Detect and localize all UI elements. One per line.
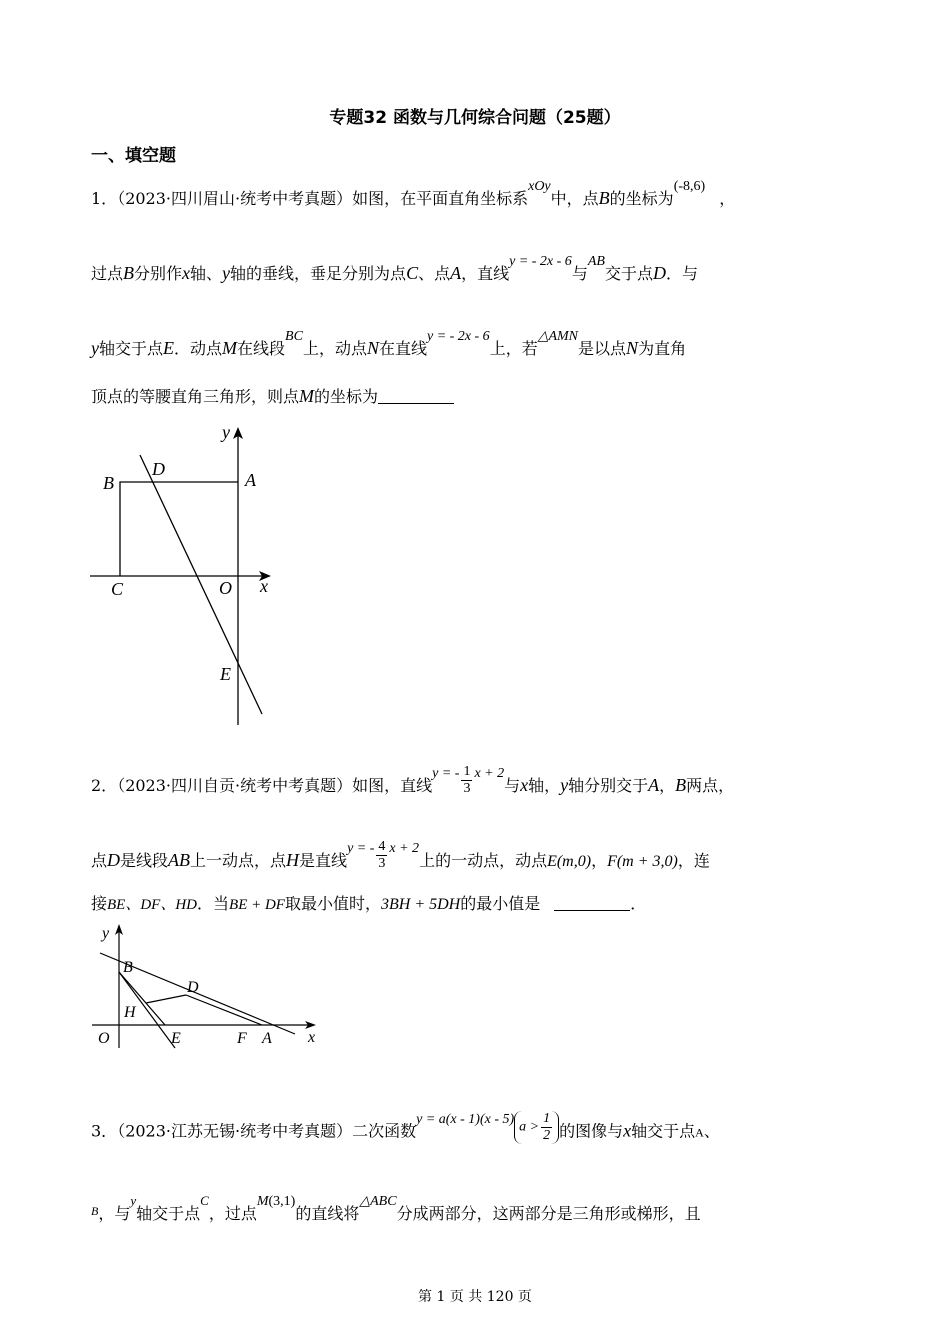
- fraction-four-thirds: [376, 839, 387, 872]
- label-h: H: [124, 1004, 136, 1021]
- text: 两点，: [686, 776, 735, 795]
- text: 是直线: [299, 851, 348, 870]
- var-ab: AB: [168, 850, 191, 870]
- text: 上一动点，点: [190, 851, 287, 870]
- math-triangle-abc: △ABC: [359, 1194, 397, 1209]
- math-f-point: F(m + 3,0): [607, 853, 678, 870]
- problem2-line1: [91, 764, 735, 803]
- label-d: D: [152, 459, 165, 479]
- var-y: y: [130, 1193, 137, 1208]
- text: 轴分别交于: [568, 776, 649, 795]
- text: 为直角: [638, 339, 687, 358]
- var-m: M: [222, 338, 238, 358]
- text: ，: [719, 189, 736, 208]
- page-footer: 第 1 页 共 120 页: [418, 1289, 532, 1305]
- text: 轴交于点: [136, 1204, 201, 1223]
- var-a: A: [695, 1125, 704, 1140]
- section-heading: 一、填空题: [91, 146, 176, 166]
- label-y: y: [102, 925, 110, 942]
- text: 上，若: [489, 339, 538, 358]
- problem1-number: 1．: [91, 189, 118, 208]
- text: 如图，直线: [352, 776, 433, 795]
- problem2-line3: [91, 894, 646, 915]
- var-d: D: [107, 850, 121, 870]
- fraction-one-half: [541, 1111, 552, 1144]
- math-coord: (-8,6): [673, 179, 706, 194]
- text: ，直线: [461, 264, 510, 283]
- label-x: x: [308, 1029, 316, 1046]
- rectangle-bcoa: [120, 482, 238, 576]
- text: 、: [703, 1121, 720, 1141]
- math-e-point: E(m,0): [547, 853, 592, 870]
- text: 点: [91, 851, 108, 870]
- text: ，连: [677, 851, 710, 870]
- math-xoy: xOy: [528, 179, 551, 194]
- text: 取最小值时，: [284, 894, 381, 913]
- denominator: 2: [543, 1128, 551, 1143]
- var-m: M: [299, 386, 315, 406]
- label-o: O: [98, 1030, 110, 1047]
- label-b: B: [103, 473, 114, 493]
- text: 分成两部分，这两部分是三角形或梯形，且: [396, 1204, 701, 1223]
- label-x: x: [260, 576, 268, 596]
- label-d: D: [187, 979, 199, 996]
- line-y-eq-neg2x-6: [140, 455, 262, 714]
- var-c: C: [200, 1193, 209, 1208]
- text: 轴，: [528, 776, 561, 795]
- math-triangle-amn: △AMN: [537, 329, 579, 344]
- label-e: E: [220, 664, 231, 684]
- math-eq2-right: x + 2: [389, 841, 420, 856]
- label-e: E: [171, 1030, 181, 1047]
- figure-1: [85, 420, 300, 730]
- text: 上的一动点，动点: [419, 851, 548, 870]
- text: 顶点的等腰直角三角形，则点: [91, 387, 300, 406]
- math-condition: [514, 1111, 559, 1144]
- text: 轴交于点: [631, 1121, 696, 1141]
- text: ，与: [98, 1204, 131, 1223]
- text: 是线段: [120, 851, 169, 870]
- var-n: N: [366, 338, 379, 358]
- text: 的坐标为: [609, 189, 674, 208]
- text: 、点: [418, 264, 451, 283]
- problem1-source: （2023·四川眉山·统考中考真题）: [117, 189, 353, 208]
- label-b: B: [123, 959, 133, 976]
- text: 的最小值是: [460, 894, 541, 913]
- fraction-one-third: [461, 764, 472, 797]
- label-a: A: [245, 470, 256, 490]
- problem3-number: 3．: [91, 1121, 118, 1141]
- text: ，: [659, 776, 676, 795]
- segment-df: [186, 995, 262, 1025]
- var-d: D: [652, 263, 666, 283]
- text: 上，动点: [302, 339, 367, 358]
- denominator: 3: [463, 781, 471, 796]
- text: 与: [571, 264, 588, 283]
- problem3-source: （2023·江苏无锡·统考中考真题）: [117, 1121, 353, 1141]
- var-b: B: [91, 1204, 99, 1218]
- math-sum: BE + DF: [229, 897, 285, 913]
- text: ，过点: [208, 1204, 257, 1223]
- label-f: F: [237, 1030, 247, 1047]
- text: 的直线将: [295, 1204, 360, 1223]
- text: 与: [504, 776, 521, 795]
- condition-lhs: a >: [519, 1119, 540, 1135]
- var-a: A: [648, 775, 660, 795]
- var-y: y: [222, 263, 231, 283]
- var-b: B: [675, 775, 687, 795]
- numerator: 4: [378, 839, 386, 854]
- problem2-number: 2．: [91, 776, 118, 795]
- var-b: B: [598, 188, 610, 208]
- problem1-line3: [91, 329, 687, 361]
- var-y: y: [91, 338, 99, 358]
- text: 的坐标为: [314, 387, 379, 406]
- text: 交于点: [604, 264, 653, 283]
- math-quadratic: y = a(x - 1)(x - 5): [416, 1111, 515, 1127]
- text: 过点: [91, 264, 124, 283]
- problem2-source: （2023·四川自贡·统考中考真题）: [117, 776, 353, 795]
- answer-blank: [554, 894, 630, 911]
- text: 接: [91, 894, 108, 913]
- text: 二次函数: [352, 1121, 417, 1141]
- math-eq1-left: y = -: [432, 766, 460, 781]
- var-n: N: [626, 338, 639, 358]
- text: ．: [630, 894, 647, 913]
- text: 的图像与: [559, 1121, 624, 1141]
- label-y: y: [222, 422, 230, 442]
- var-e: E: [163, 338, 175, 358]
- text: 轴交于点: [99, 339, 164, 358]
- text: 轴、: [190, 264, 223, 283]
- var-c: C: [406, 263, 419, 283]
- text: ．与: [665, 264, 698, 283]
- segment-hd: [146, 995, 186, 1003]
- answer-blank: [378, 387, 454, 404]
- var-m: M: [256, 1194, 269, 1209]
- problem1-line4: [91, 386, 454, 407]
- var-x: x: [520, 775, 529, 795]
- figure-2: [90, 920, 330, 1055]
- numerator: 1: [463, 764, 471, 779]
- label-c: C: [111, 579, 124, 599]
- numerator: 1: [543, 1111, 551, 1126]
- text: 在直线: [378, 339, 427, 358]
- math-expression: 3BH + 5DH: [381, 896, 461, 913]
- text: ．当: [197, 894, 230, 913]
- var-h: H: [286, 850, 300, 870]
- label-a: A: [262, 1030, 272, 1047]
- text: 在线段: [237, 339, 286, 358]
- math-bc: BC: [285, 329, 303, 344]
- problem3-line2: [91, 1193, 701, 1226]
- math-ab: AB: [587, 254, 605, 269]
- math-line-eq: y = - 2x - 6: [509, 254, 572, 269]
- math-eq2-left: y = -: [347, 841, 375, 856]
- text: 如图，在平面直角坐标系: [352, 189, 529, 208]
- text: 中，点: [550, 189, 599, 208]
- denominator: 3: [378, 856, 386, 871]
- math-segments: BE、DF、HD: [107, 897, 198, 913]
- var-x: x: [623, 1120, 632, 1141]
- label-o: O: [219, 578, 232, 598]
- text: 分别作: [134, 264, 183, 283]
- text: 是以点: [578, 339, 627, 358]
- var-x: x: [182, 263, 191, 283]
- var-y: y: [560, 775, 569, 795]
- problem1-line1: [91, 179, 736, 211]
- text: ．动点: [174, 339, 223, 358]
- math-eq1-right: x + 2: [474, 766, 505, 781]
- problem1-line2: [91, 254, 698, 286]
- problem2-line2: [91, 839, 710, 878]
- var-a: A: [450, 263, 462, 283]
- math-line-eq: y = - 2x - 6: [426, 329, 490, 344]
- text: ，: [591, 851, 608, 870]
- page-title: 专题32 函数与几何综合问题（25题）: [329, 108, 621, 128]
- var-b: B: [123, 263, 135, 283]
- problem3-line1: [91, 1111, 720, 1150]
- text: 轴的垂线，垂足分别为点: [230, 264, 407, 283]
- math-m-coord: (3,1): [268, 1194, 296, 1209]
